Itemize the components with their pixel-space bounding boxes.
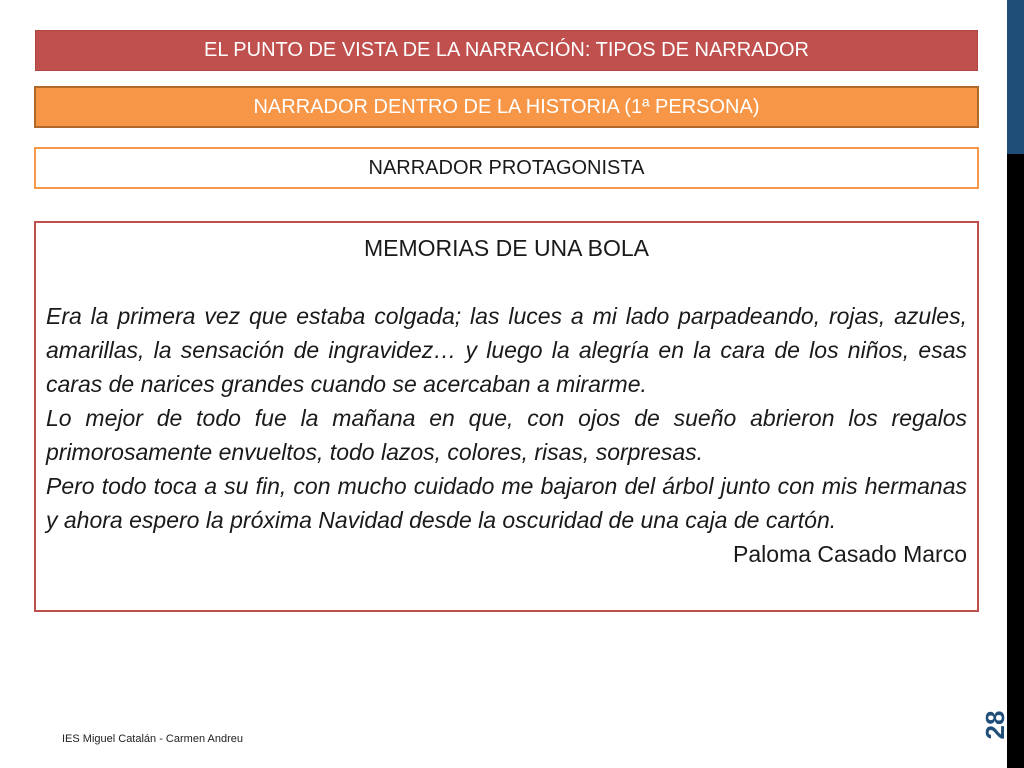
side-accent-bar — [1007, 0, 1024, 154]
slide-subtitle: NARRADOR DENTRO DE LA HISTORIA (1ª PERSONA) — [34, 86, 979, 128]
spacer — [46, 265, 967, 299]
story-paragraph-2: Lo mejor de todo fue la mañana en que, con ojos de sueño abrieron los regalos primorosamente envueltos, todo lazos, colores, risas, sorpresas. — [46, 405, 967, 465]
page-number: 28 — [979, 710, 1010, 740]
story-paragraph-1: Era la primera vez que estaba colgada; las luces a mi lado parpadeando, rojas, azules, amarillas, la sensación de ingravidez… y luego la alegría en la cara de los niños, esas caras de narices grandes cuando se acercaban a mirarme. — [46, 303, 967, 397]
story-author: Paloma Casado Marco — [733, 541, 967, 567]
narrator-type-label: NARRADOR PROTAGONISTA — [34, 147, 979, 189]
footer-credit: IES Miguel Catalán - Carmen Andreu — [62, 733, 243, 745]
slide-title: EL PUNTO DE VISTA DE LA NARRACIÓN: TIPOS DE NARRADOR — [35, 30, 978, 71]
story-paragraph-3: Pero todo toca a su fin, con mucho cuidado me bajaron del árbol junto con mis hermanas y ahora espero la próxima Navidad desde la oscuridad de una caja de cartón. — [46, 473, 967, 533]
story-title: MEMORIAS DE UNA BOLA — [363, 235, 649, 261]
side-dark-bar — [1007, 154, 1024, 768]
story-box — [34, 221, 979, 612]
